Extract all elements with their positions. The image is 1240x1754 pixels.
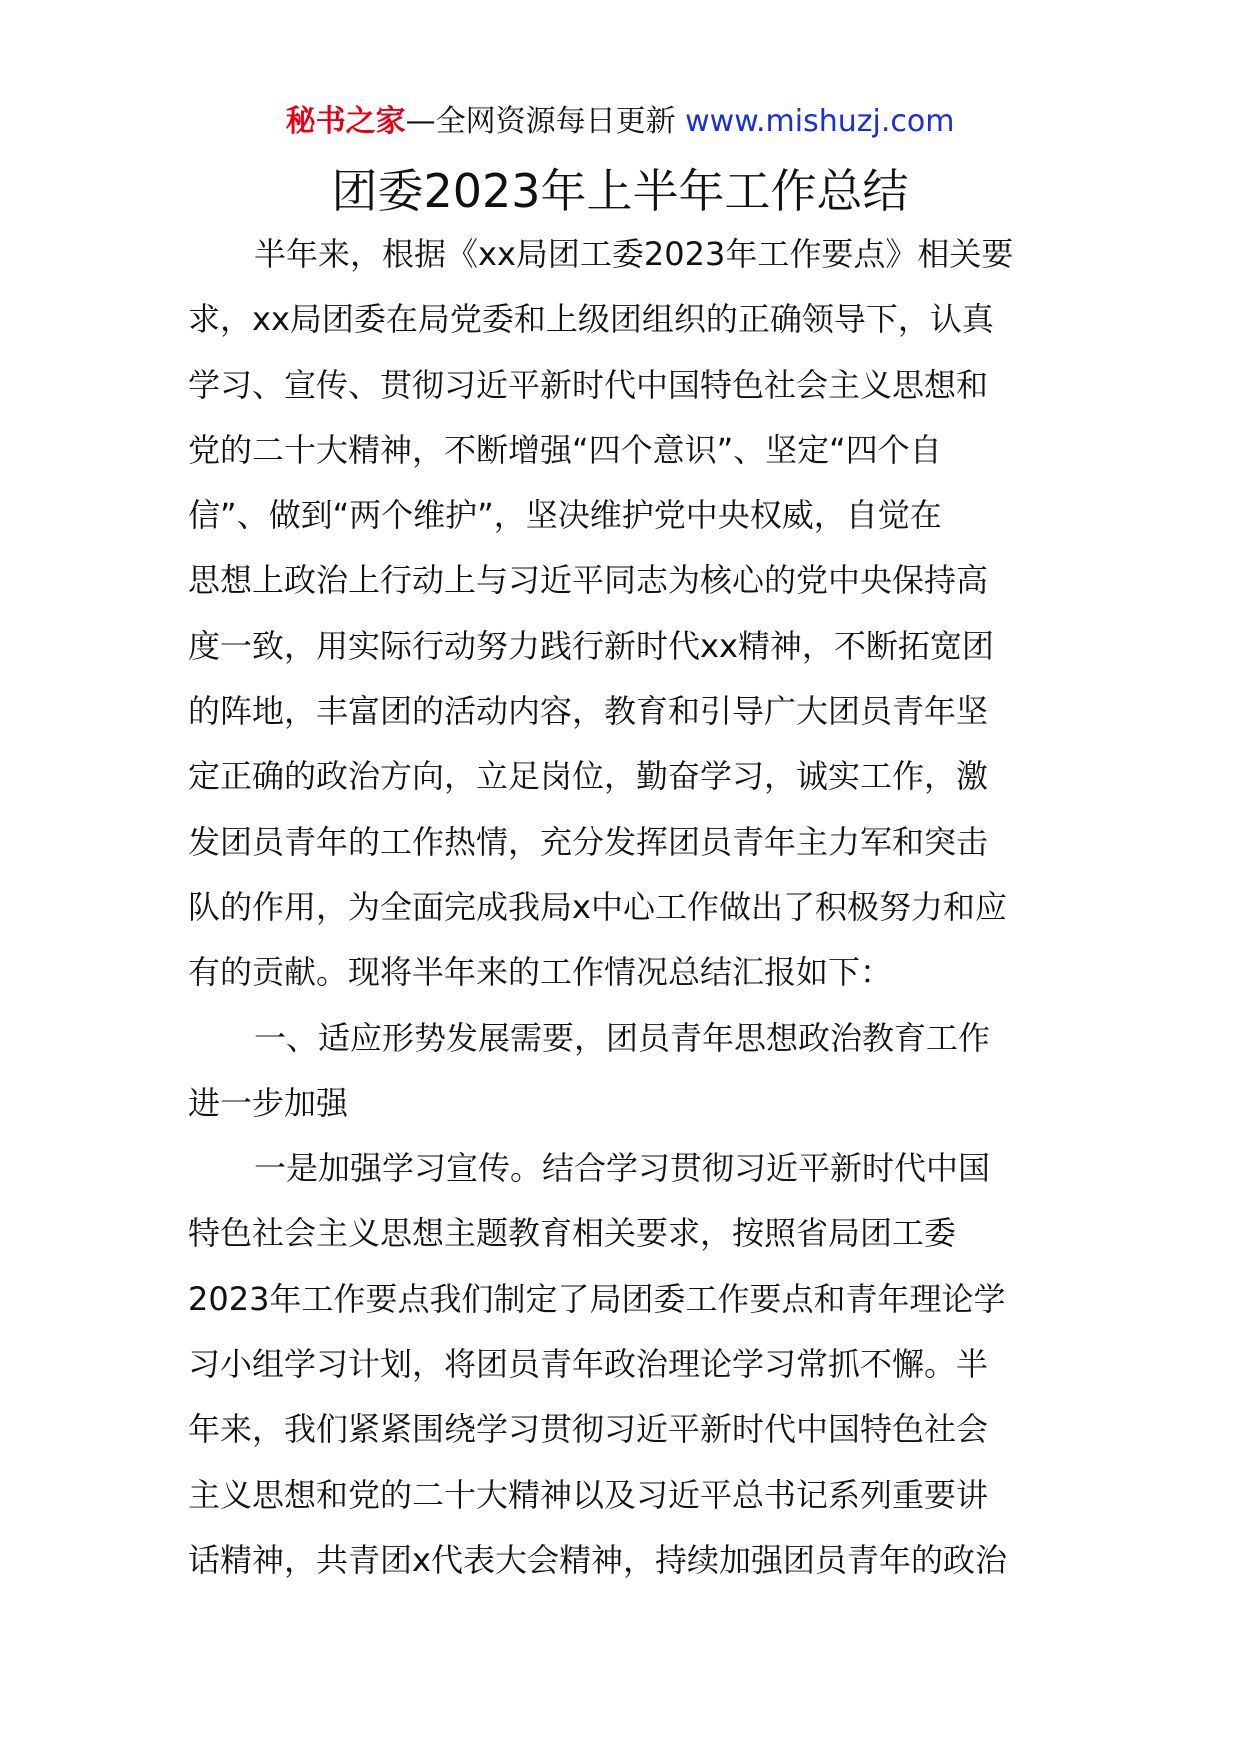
text-line: 特色社会主义思想主题教育相关要求，按照省局团工委 [188,1214,957,1253]
text-line: 话精神，共青团x代表大会精神，持续加强团员青年的政治 [188,1540,1007,1579]
heading-line: 一、适应形势发展需要，团员青年思想政治教育工作 [254,1018,991,1057]
text-line: 思想上政治上行动上与习近平同志为核心的党中央保持高 [188,561,989,600]
text-line: 定正确的政治方向，立足岗位，勤奋学习，诚实工作，激 [188,757,989,796]
text-line: 的阵地，丰富团的活动内容，教育和引导广大团员青年坚 [188,692,989,731]
text-line: 发团员青年的工作热情，充分发挥团员青年主力军和突击 [188,822,989,861]
text-line: 求，xx局团委在局党委和上级团组织的正确领导下，认真 [188,300,994,339]
text-line: 队的作用，为全面完成我局x中心工作做出了积极努力和应 [188,887,1007,926]
section-heading [188,1006,1058,1137]
site-brand: 秘书之家 [285,104,406,139]
text-line: 信”、做到“两个维护”，坚决维护党中央权威，自觉在 [188,496,942,535]
text-line: 度一致，用实际行动努力践行新时代xx精神，不断拓宽团 [188,626,994,665]
text-line: 学习、宣传、贯彻习近平新时代中国特色社会主义思想和 [188,365,989,404]
text-line: 主义思想和党的二十大精神以及习近平总书记系列重要讲 [188,1475,989,1514]
site-tagline: —全网资源每日更新 [405,104,676,139]
paragraph-study [188,1136,1058,1593]
text-line: 年来，我们紧紧围绕学习贯彻习近平新时代中国特色社会 [188,1410,989,1449]
site-header [0,100,1240,144]
text-line: 一是加强学习宣传。结合学习贯彻习近平新时代中国 [254,1149,991,1188]
heading-line: 进一步加强 [188,1083,349,1122]
text-line: 党的二十大精神，不断增强“四个意识”、坚定“四个自 [188,430,942,469]
text-line: 半年来，根据《xx局团工委2023年工作要点》相关要 [254,235,1014,273]
site-url-link[interactable]: www.mishuzj.com [685,104,955,139]
text-line: 2023年工作要点我们制定了局团委工作要点和青年理论学 [188,1279,1006,1318]
text-line: 有的贡献。现将半年来的工作情况总结汇报如下： [188,953,893,992]
paragraph-intro [188,222,1058,1006]
document-title: 团委2023年上半年工作总结 [331,164,909,218]
text-line: 习小组学习计划，将团员青年政治理论学习常抓不懈。半 [188,1345,989,1384]
document-body [188,222,1058,1593]
